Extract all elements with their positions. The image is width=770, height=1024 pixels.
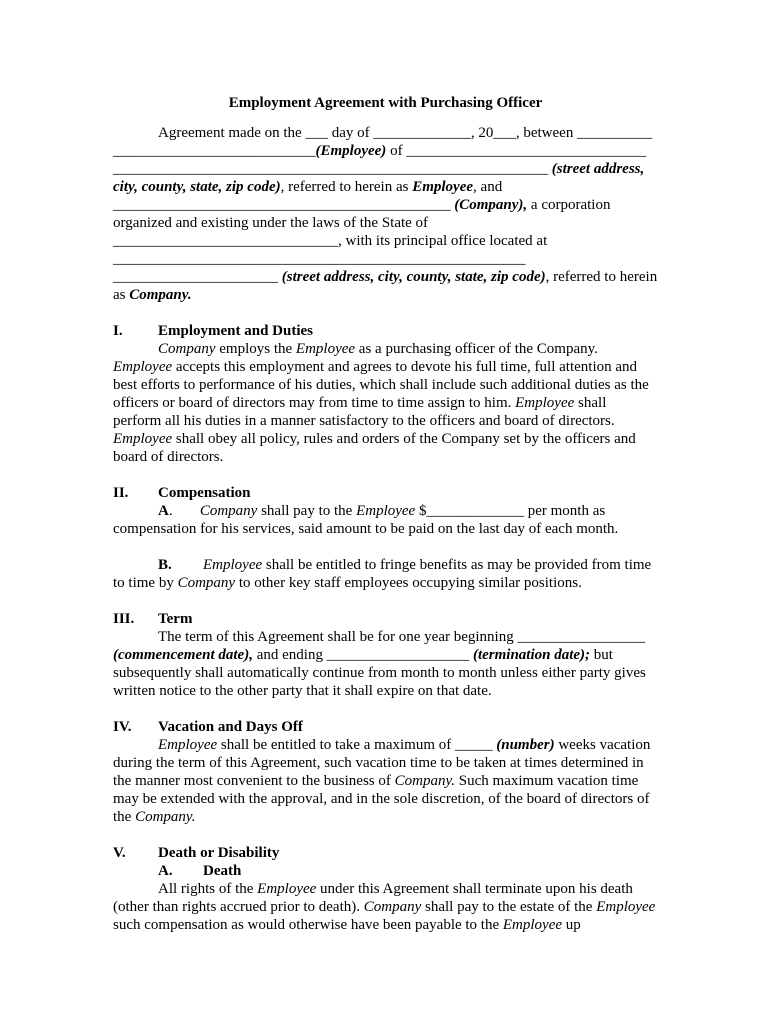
death-paragraph: All rights of the Employee under this Agreement shall terminate upon his death (other than rights accrued prior to death). Company shall pay to the estate of the Employee such compensation as would otherwise have been payable to the Employee up xyxy=(113,881,656,933)
document-title: Employment Agreement with Purchasing Officer xyxy=(228,95,543,111)
number-label: (number) xyxy=(496,737,555,753)
termination-date-label: (termination date); xyxy=(472,647,591,663)
vacation-paragraph: Employee shall be entitled to take a maximum of _____ (number) weeks vacation during the term of this Agreement, such vacation time to be taken at times determined in the manner most convenient to the business of Company. Such maximum vacation time may be extended with the approval, and in the sole discretion, of the board of directors of the Company. xyxy=(113,737,651,825)
street-address-label-2: (street address, city, county, state, zip code) xyxy=(281,269,546,285)
term-paragraph: The term of this Agreement shall be for one year beginning _________________ (commencement date), and ending ___________________ (termination date); but subsequently shall automatically continue from month to month unless either party gives written notice to the other party that it shall expire on that date. xyxy=(113,629,646,699)
compensation-paragraph-b: B. Employee shall be entitled to fringe benefits as may be provided from time to time by Company to other key staff employees occupying similar positions. xyxy=(113,557,652,591)
section-heading-term: III. Term xyxy=(113,611,193,627)
section-heading-compensation: II. Compensation xyxy=(113,485,251,501)
street-address-label: (street address, city, county, state, zip code) xyxy=(113,161,645,195)
commencement-date-label: (commencement date), xyxy=(113,647,253,663)
document-body xyxy=(113,94,658,934)
section-heading-employment: I. Employment and Duties xyxy=(113,323,314,339)
company-label: (Company), xyxy=(454,197,528,213)
subsection-heading-death: A. Death xyxy=(158,863,242,879)
section-heading-death-disability: V. Death or Disability xyxy=(113,845,280,861)
section-heading-vacation: IV. Vacation and Days Off xyxy=(113,719,303,735)
section-employment-paragraph: Company employs the Employee as a purchasing officer of the Company. Employee accepts this employment and agrees to devote his full time, full attention and best efforts to performance of his duties, which shall include such additional duties as the officers or board of directors may from time to time assign to him. Employee shall perform all his duties in a manner satisfactory to the officers and board of directors. Employee shall obey all policy, rules and orders of the Company set by the officers and board of directors. xyxy=(113,341,649,465)
intro-paragraph: Agreement made on the ___ day of _____________, 20___, between __________ ___________________________(Employee) of ________________________________ __________________________________________________________ (street address, city, county, state, zip code), referred to herein as Employee, and _____________________________________________ (Company), a corporation organized and existing under the laws of the State of ______________________________, with its principal office located at _______________________________________________________ ______________________ (street address, city, county, state, zip code), referred to herein as Company. xyxy=(113,125,658,303)
compensation-paragraph-a: A. Company shall pay to the Employee $_____________ per month as compensation for his services, said amount to be paid on the last day of each month. xyxy=(113,503,619,537)
employee-label: (Employee) xyxy=(315,143,387,159)
